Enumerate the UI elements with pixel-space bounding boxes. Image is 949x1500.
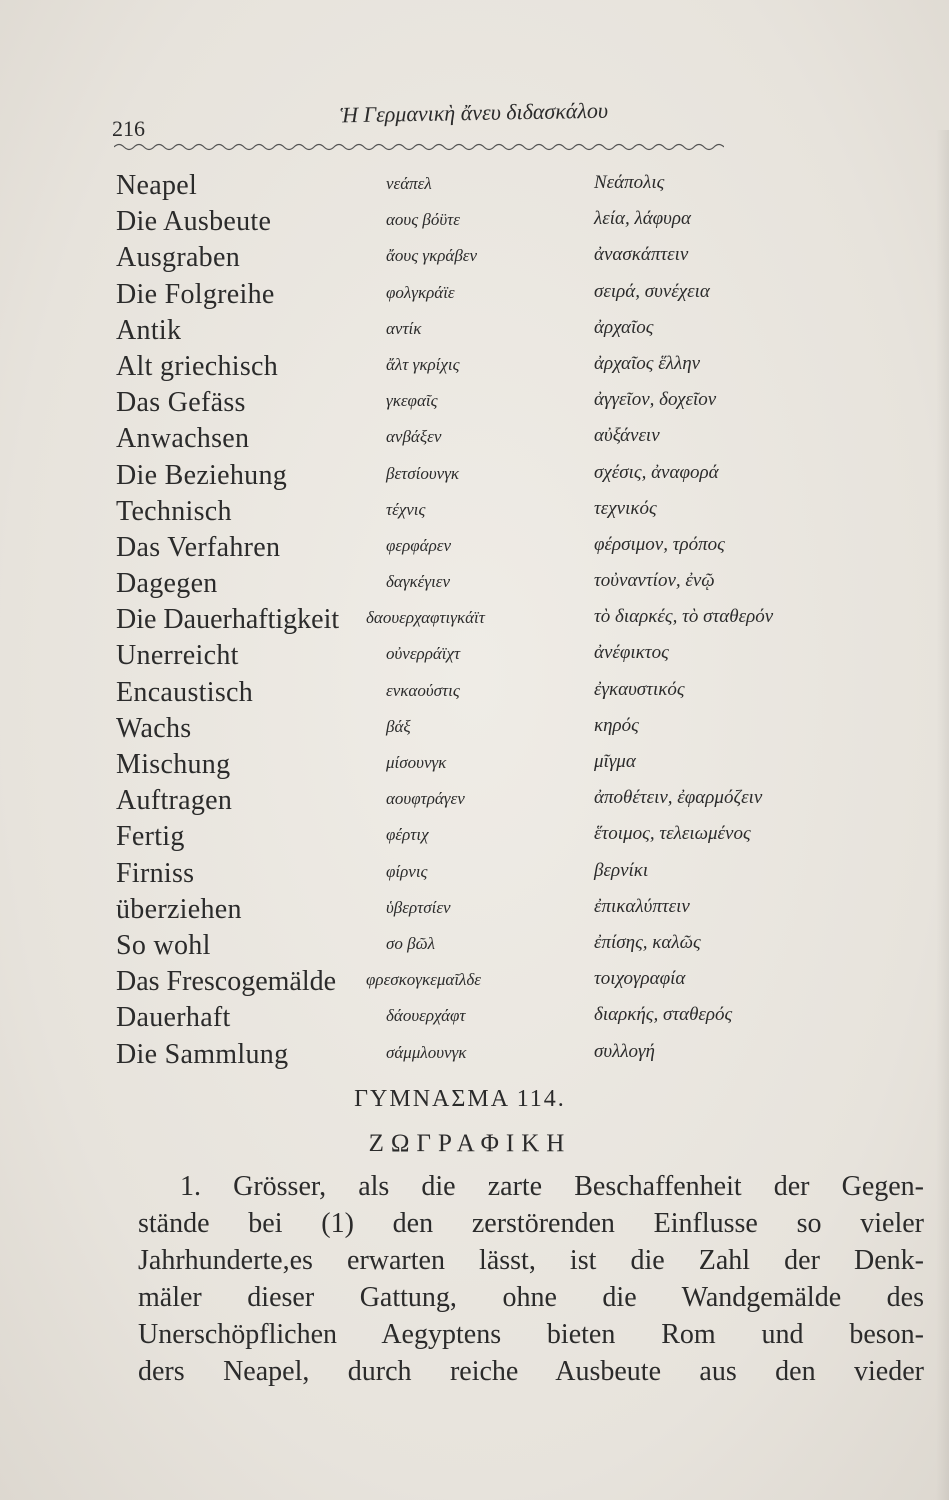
vocab-row	[116, 170, 916, 206]
pronunciation: δάουερχάφτ	[386, 1006, 466, 1026]
german-word: Das Gefäss	[116, 387, 246, 419]
greek-meaning: λεία, λάφυρα	[594, 208, 691, 230]
vocab-row	[116, 496, 916, 532]
greek-meaning: βερνίκι	[594, 859, 649, 881]
pronunciation: ανβάξεν	[386, 427, 442, 447]
vocab-row	[116, 821, 916, 857]
page-header	[112, 98, 712, 142]
vocab-row	[116, 785, 916, 821]
german-word: Neapel	[116, 170, 198, 201]
vocab-row	[116, 423, 916, 459]
exercise-subtitle: ΖΩΓΡΑΦΙΚΗ	[368, 1130, 572, 1157]
greek-meaning: Νεάπολις	[594, 172, 665, 193]
german-word: Auftragen	[116, 785, 233, 817]
vocab-row	[116, 1039, 916, 1075]
pronunciation: βάξ	[386, 716, 411, 736]
pronunciation: αντίκ	[386, 318, 422, 338]
paragraph-line: 1. Grösser, als die zarte Beschaffenheit der Gegen-	[180, 1171, 924, 1202]
greek-meaning: διαρκής, σταθερός	[594, 1004, 733, 1026]
vocab-row	[116, 604, 916, 640]
vocab-row	[116, 242, 916, 278]
vocab-row	[116, 532, 916, 568]
greek-meaning: κηρός	[594, 714, 639, 736]
vocab-row	[116, 677, 916, 713]
vocab-row	[116, 460, 916, 496]
vocab-row	[116, 966, 916, 1002]
pronunciation: σο βῶλ	[386, 933, 435, 953]
paragraph-line: stände bei (1) den zerstörenden Einflusse so vieler	[138, 1208, 924, 1239]
german-word: Die Beziehung	[116, 459, 288, 491]
vocab-row	[116, 315, 916, 351]
vocabulary-list	[116, 170, 916, 1075]
wavy-rule	[114, 140, 724, 154]
greek-meaning: ἐπίσης, καλῶς	[594, 931, 701, 953]
greek-meaning: μῖγμα	[594, 751, 636, 772]
pronunciation: αουφτράγεν	[386, 789, 465, 809]
pronunciation: ἄλτ γκρίχις	[386, 354, 460, 374]
german-word: So wohl	[116, 929, 211, 961]
pronunciation: τέχνις	[386, 499, 426, 519]
pronunciation: μίσουνγκ	[386, 753, 447, 772]
greek-meaning: σχέσις, ἀναφορά	[594, 461, 719, 483]
german-word: Alt griechisch	[116, 350, 279, 382]
german-word: Dauerhaft	[116, 1002, 231, 1034]
german-word: Dagegen	[116, 568, 218, 600]
german-word: Das Frescogemälde	[116, 966, 337, 998]
german-word: Das Verfahren	[116, 531, 281, 563]
pronunciation: ενκαούστις	[386, 680, 460, 700]
vocab-row	[116, 749, 916, 785]
german-word: Encaustisch	[116, 676, 254, 708]
vocab-row	[116, 351, 916, 387]
german-word: Die Dauerhaftigkeit	[116, 604, 340, 636]
pronunciation: οὐνερράϊχτ	[386, 644, 461, 664]
vocab-row	[116, 858, 916, 894]
pronunciation: γκεφαῖς	[386, 391, 438, 411]
vocab-row	[116, 1002, 916, 1038]
german-word: Mischung	[116, 749, 231, 780]
paragraph-line: ders Neapel, durch reiche Ausbeute aus den vieder	[138, 1356, 924, 1387]
pronunciation: φέρτιχ	[386, 825, 429, 845]
pronunciation: αους βόϋτε	[386, 210, 460, 230]
greek-meaning: τεχνικός	[594, 497, 657, 519]
pronunciation: φερφάρεν	[386, 535, 451, 555]
greek-meaning: ἐγκαυστικός	[594, 678, 685, 700]
pronunciation: ἄους γκράβεν	[386, 246, 478, 266]
running-head: Ἡ Γερμανικὴ ἄνευ διδασκάλου	[339, 97, 609, 128]
greek-meaning: τὸ διαρκές, τὸ σταθερόν	[594, 606, 774, 628]
pronunciation: ὑβερτσίεν	[386, 897, 451, 917]
german-word: Fertig	[116, 821, 185, 853]
paragraph-line: mäler dieser Gattung, ohne die Wandgemälde des	[138, 1282, 924, 1313]
greek-meaning: ἀρχαῖος	[594, 316, 654, 338]
paragraph-line: Jahrhunderte,es erwarten lässt, ist die Zahl der Denk-	[138, 1245, 924, 1276]
greek-meaning: τοιχογραφία	[594, 968, 686, 990]
exercise-paragraph	[138, 1168, 924, 1390]
german-word: Die Folgreihe	[116, 278, 275, 310]
greek-meaning: ἀνασκάπτειν	[594, 244, 689, 266]
pronunciation: δαουερχαφτιγκάϊτ	[366, 608, 485, 628]
vocab-row	[116, 930, 916, 966]
vocab-row	[116, 387, 916, 423]
pronunciation: φίρνις	[386, 861, 428, 881]
vocab-row	[116, 279, 916, 315]
german-word: Ausgraben	[116, 242, 240, 274]
greek-meaning: ἕτοιμος, τελειωμένος	[594, 823, 751, 845]
german-word: überziehen	[116, 893, 242, 925]
pronunciation: νεάπελ	[386, 174, 432, 193]
vocab-row	[116, 640, 916, 676]
german-word: Technisch	[116, 495, 232, 527]
vocab-row	[116, 568, 916, 604]
greek-meaning: τοὐναντίον, ἐνῷ	[594, 570, 715, 592]
greek-meaning: αὐξάνειν	[594, 425, 660, 447]
vocab-row	[116, 894, 916, 930]
german-word: Firniss	[116, 857, 195, 889]
greek-meaning: φέρσιμον, τρόπος	[594, 533, 725, 555]
greek-meaning: σειρά, συνέχεια	[594, 280, 710, 302]
vocab-row	[116, 713, 916, 749]
pronunciation: φολγκράϊε	[386, 282, 455, 302]
greek-meaning: ἀρχαῖος ἕλλην	[594, 352, 701, 374]
greek-meaning: συλλογή	[594, 1040, 655, 1062]
greek-meaning: ἀνέφικτος	[594, 642, 669, 664]
german-word: Unerreicht	[116, 640, 239, 672]
german-word: Antik	[116, 314, 182, 346]
german-word: Die Ausbeute	[116, 206, 272, 238]
vocab-row	[116, 206, 916, 242]
exercise-title: ΓΥΜΝΑΣΜΑ 114.	[354, 1086, 566, 1112]
german-word: Wachs	[116, 712, 192, 744]
pronunciation: φρεσκογκεμαῖλδε	[366, 970, 482, 990]
pronunciation: βετσίουνγκ	[386, 463, 460, 483]
pronunciation: σάμμλουνγκ	[386, 1042, 467, 1062]
greek-meaning: ἀγγεῖον, δοχεῖον	[594, 389, 717, 411]
greek-meaning: ἀποθέτειν, ἐφαρμόζειν	[594, 787, 763, 809]
greek-meaning: ἐπικαλύπτειν	[594, 895, 690, 917]
german-word: Die Sammlung	[116, 1038, 289, 1070]
paragraph-line: Unerschöpflichen Aegyptens bieten Rom und beson-	[138, 1319, 924, 1350]
german-word: Anwachsen	[116, 423, 250, 455]
page-edge-shadow	[936, 130, 949, 1500]
pronunciation: δαγκέγιεν	[386, 572, 451, 592]
page-number: 216	[112, 116, 145, 141]
